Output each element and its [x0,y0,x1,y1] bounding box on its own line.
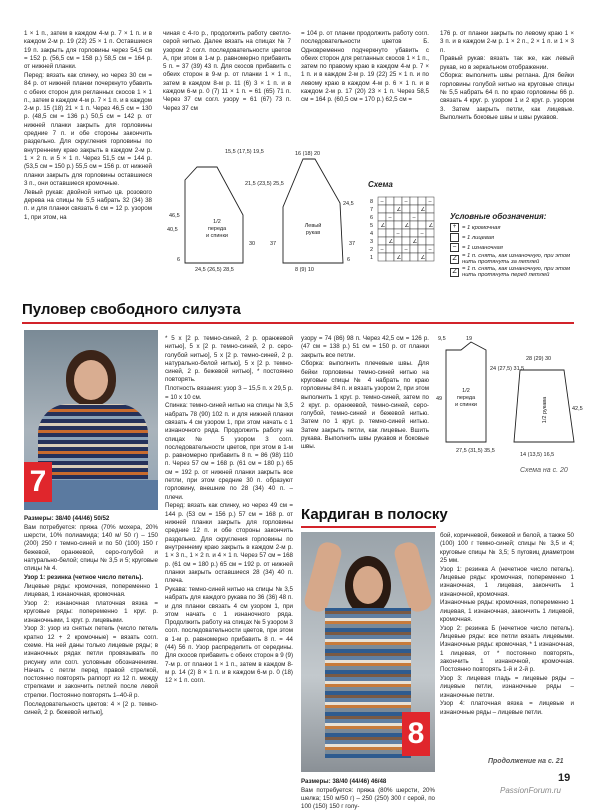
schema-cell [426,205,434,213]
text-paragraph: Узор 4: платочная вязка = лицевые и изнаночные ряды – лицевые петли. [440,700,574,716]
text-paragraph: Левый рукав: двойной нитью цв. розового дерева на спицы № 5,5 набрать 32 (34) 38 п. и для планки связать 6 см = 12 р. узором 1, при этом, на [24,188,152,221]
schema-row-number: 4 [370,231,374,237]
pullover-number-badge: 7 [24,462,52,502]
schema-symbol: ∠ [428,223,434,229]
text-paragraph: бой, коричневой, бежевой и белой, а также 50 (100) 100 г темно-синей; спицы № 3,5 и 4; круговые спицы № 3,5; 5 пуговиц диаметром 25 мм. [440,532,574,564]
schema-grid [368,189,443,269]
schema-cell [394,221,402,229]
text-paragraph: узору = 74 (86) 98 п. Через 42,5 см = 126 р. (47 см = 138 р.) 51 см = 150 р. от планки закрыть все петли. [301,335,429,359]
schema-cell [378,237,386,245]
legend-item [450,266,580,278]
schema-cell [410,197,418,205]
schema-symbol: – [428,199,432,205]
text-paragraph: Узор 2: резинка Б (нечетное число петель). Лицевые ряды: все петли вязать лицевыми. Изнаночные ряды: кромочная, * 1 изнаночная, 1 лицевая, от * постоянно повторять, закончить 1 изнаночной, кромочная. Постоянно повторять 1-й и 2-й р. [440,624,574,674]
schema-symbol: ∠ [396,255,402,261]
text-paragraph: Спинка: темно-синей нитью на спицы № 3,5 набрать 78 (90) 102 п. и для нижней планки связать 4 см узором 1, при этом начать с 1 изнаночного ряда. Продолжить работу на спицах № 5 узором 3 согл. последовательности цветов, при этом в 1-м р. равномерно прибавить 8 п. = 86 (98) 110 п. Через 57 см = 168 р. (61 см = 180 р.) 65 см = 192 р. от нижней планки закрыть все петли, при этом средние 30 п. образуют горловину, внешние по 28 (34) 40 п. – плечи. [165,402,293,501]
continue-note: Продолжение на с. 21 [488,758,564,765]
schema-symbol: – [412,215,416,221]
svg-text:27,5 (31,5) 35,5: 27,5 (31,5) 35,5 [456,448,495,454]
schema-symbol: ∠ [420,255,426,261]
text-paragraph: чиная с 4-го р., продолжить работу светло-серой нитью. Далее вязать на спицах № 7 узором 2 согл. последовательности цветов А, при этом в 1-м р. равномерно прибавить 5 п. = 37 (39) 43 п. Для скосов прибавить с обеих сторон в 9-м р. от планки 1 × 1 п., затем в каждом 8-м р. 11 (6) 3 × 1 п. и в каждом 6-м р. 0 (7) 11 × 1 п. = 61 (65) 71 п. Через 37 см согл. узору = 61 (67) 73 п. Через 37 см [163,30,291,112]
schema-cell [426,229,434,237]
schema-symbol: ∠ [420,207,426,213]
svg-text:переда: переда [456,395,476,401]
legend-text: = 1 лицевая [462,234,495,241]
schema-row-number: 2 [370,247,374,253]
svg-text:8 (9) 10: 8 (9) 10 [295,267,314,273]
svg-text:46,5: 46,5 [169,213,180,219]
schema-symbol: – [396,231,400,237]
text-paragraph: Изнаночные ряды: кромочная, попеременно 1 лицевая, 1 изнаночная, закончить 1 лицевой, кромочная. [440,599,574,623]
cardigan-col-1 [301,778,435,812]
schema-cell [402,237,410,245]
svg-text:37: 37 [270,241,277,247]
schema-cell [394,237,402,245]
schema-note: Схема на с. 20 [520,467,568,474]
text-paragraph: Перед: вязать как спинку, но через 30 см = 84 р. от нижней планки почеркнуто убавить с обеих сторон для регланных скосов 1 × 1 п., затем в каждом 4-м р. 7 × 1 п. и в каждом 2-м р. 15 (18) 21 × 1 п. Через 46,5 см = 130 р. (48,5 см = 136 р.) 50,5 см = 142 р. от нижней планки закрыть для горловины средние 7 п. и обе стороны закончить раздельно. Для скругления горловины по внутреннему краю закрыть в каждом 2-м р. 1 × 2 п. и 5 × 1 п. Через 51,5 см = 144 р. (53,5 см = 150 р.) 55,5 см = 156 р. от нижней планки закрыть для горловины оставшиеся 3 п., они оставшиеся кромочные. [24,71,152,187]
svg-text:37: 37 [349,241,356,247]
text-paragraph: Перед: вязать как спинку, но через 49 см = 144 р. (53 см = 156 р.) 57 см = 168 р. от нижней планки закрыть для горловины средние 12 п. и обе стороны закончить раздельно. Для скругления горловины по внутреннему краю закрыть в каждом 2-м р. 1 × 3 п., 1 × 2 п. и 4 × 1 п. Через 57 см = 168 р. (61 см = 180 р.) 65 см = 192 р. от нижней планки закрыть оставшиеся 28 (34) 40 п. плеча. [165,502,293,585]
schema-cell [386,205,394,213]
top-col-1 [24,30,152,222]
pullover-pattern-diagram [436,330,581,470]
schema-cell [402,253,410,261]
svg-text:42,5: 42,5 [572,406,583,412]
top-col-2 [163,30,291,113]
schema-cell [418,197,426,205]
schema-cell [394,213,402,221]
svg-text:9,5: 9,5 [438,336,446,342]
schema-cell [402,229,410,237]
schema-cell [386,197,394,205]
schema-symbol: – [428,247,432,253]
top-col-3 [301,30,429,105]
svg-text:6: 6 [347,257,351,263]
text-paragraph: Узор 1: резинка А (нечетное число петель). Лицевые ряды: кромочная, попеременно 1 изнаночная, 1 лицевая, закончить 1 изнаночной, кромочная. [440,565,574,598]
text-paragraph: Вам потребуется: пряжа (80% шерсти, 20% шелка; 150 м/50 г) – 250 (250) 300 г серой, по 100 (150) 150 г голу- [301,786,435,811]
schema-row-number: 1 [370,255,374,261]
schema-symbol: ∠ [404,223,410,229]
schema-title: Схема [368,180,393,189]
cardigan-number-badge: 8 [402,712,430,756]
svg-text:24 (27,5) 31,5: 24 (27,5) 31,5 [490,366,525,372]
schema-symbol: – [388,215,392,221]
svg-text:и спинки: и спинки [455,402,477,408]
schema-cell [418,245,426,253]
pullover-col-3 [301,335,429,452]
schema-cell [410,221,418,229]
svg-text:6: 6 [177,257,181,263]
schema-symbol: – [380,247,384,253]
schema-cell [394,245,402,253]
schema-cell [402,213,410,221]
legend [450,212,580,279]
legend-text: = 1 кромочная [462,224,501,231]
stitch-schema [368,180,443,270]
svg-text:21,5 (23,5) 25,5: 21,5 (23,5) 25,5 [245,181,284,187]
svg-text:49: 49 [436,396,443,402]
text-paragraph: Сборка: выполнить плечевые швы. Для бейки горловины темно-синей нитью на круговые спицы № 4 набрать по краю горловины 84 п. и вязать узором 2, при этом выполнить 1 круг. р. темно-синей, затем по 2 круг. р. оранжевой, темно-синей, серо-голубой, темно-синей и бежевой нитью. Затем по 1 круг. р. темно-синей нитью. Затем закрыть петли, как лицевые. Вшить рукава. Выполнить швы рукавов и боковые швы. [301,360,429,451]
schema-row-number: 7 [370,207,374,213]
legend-text: = 1 п. снять, как изнаночную, при этом нить протянуть за петлей [462,253,571,265]
text-paragraph: Рукава: темно-синей нитью на спицы № 3,5 набрать для каждого рукава по 36 (36) 48 п. и для планки связать 4 см узором 1, при этом начать с 1 изнаночного ряда. Продолжить работу на спицах № 5 узором 3 согл. последовательности цветов, при этом в 1-м р. равномерно прибавить 8 п. = 44 (44) 56 п. Узор распределить от середины. Для скосов прибавить с обеих сторон в 9 (9) 7-м р. от планки 1 × 1 п., затем в каждом 8-м р. 14 (2) 8 × 1 п. и в каждом 6-м р. 0 (18) 12 × 1 п. согл. [165,585,293,685]
svg-text:24,5: 24,5 [343,201,354,207]
svg-text:рукав: рукав [305,230,321,236]
svg-text:15,5 (17,5) 19,5: 15,5 (17,5) 19,5 [225,149,264,155]
legend-text: = 1 изнаночная [462,244,503,251]
schema-cell [378,229,386,237]
cardigan-title: Кардиган в полоску [301,506,448,523]
text-paragraph: Правый рукав: вязать так же, как левый рукав, но в зеркальном отображении. [440,55,574,71]
schema-cell [418,237,426,245]
legend-item [450,233,580,242]
top-col-4 [440,30,574,123]
text-paragraph: Узор 1: резинка (четное число петель). [24,574,144,582]
sleeve-label: Левый [304,223,322,229]
text-paragraph: 176 р. от планки закрыть по левому краю 1 × 3 п. и в каждом 2-м р. 1 × 2 п., 2 × 1 п. и 1 × 3 п. [440,30,574,54]
svg-text:переда: переда [207,226,227,232]
schema-symbol: ∠ [396,207,402,213]
svg-text:40,5: 40,5 [167,227,178,233]
svg-text:14 (13,5) 16,5: 14 (13,5) 16,5 [520,452,555,458]
schema-cell [418,213,426,221]
svg-text:и спинки: и спинки [206,233,228,239]
text-paragraph: Лицевые ряды: кромочная, попеременно 1 лицевая, 1 изнаночная, кромочная. [24,582,158,599]
schema-cell [402,205,410,213]
schema-cell [410,229,418,237]
schema-cell [386,229,394,237]
svg-text:28 (29) 30: 28 (29) 30 [526,356,552,362]
schema-cell [386,253,394,261]
sizes-line: Размеры: 38/40 (44/46) 50/52 [24,515,110,522]
text-paragraph: Вам потребуется: пряжа (70% мохера, 20% шерсти, 10% полиамида; 140 м/ 50 г) – 150 (200) 250 г темно-синей и по 50 (100) 150 г бежевой, оранжевой, серо-голубой и натурально-белой; спицы № 3,5 и 5; круговые спицы № 4. [24,523,158,573]
sizes-line: Размеры: 38/40 (44/46) 46/48 [301,778,387,785]
legend-symbol: + [450,223,459,232]
schema-symbol: – [404,199,408,205]
svg-text:1/2: 1/2 [462,388,470,394]
text-paragraph: 1 × 1 п., затем в каждом 4-м р. 7 × 1 п. и в каждом 2-м р. 19 (22) 25 × 1 п. Оставшиеся 19 п. закрыть для горловины через 54,5 см = 152 р. (56,5 см = 158 р.) 58,5 см = 164 р. от нижней планки. [24,30,152,71]
legend-symbol: ∠ [451,255,458,262]
legend-symbol: ∠ [451,268,458,275]
schema-cell [394,197,402,205]
schema-cell [410,253,418,261]
schema-symbol: ∠ [388,239,394,245]
svg-text:24,5 (26,5) 28,5: 24,5 (26,5) 28,5 [195,267,234,273]
legend-item [450,253,580,265]
schema-symbol: ∠ [380,223,386,229]
text-paragraph: Узор 3: лицевая гладь = лицевые ряды – лицевые петли, изнаночные ряды – изнаночные петли. [440,675,574,699]
legend-item [450,223,580,232]
schema-cell [378,205,386,213]
schema-cell [410,205,418,213]
pullover-title-rule [22,322,574,324]
text-paragraph: Последовательность цветов: 4 × [2 р. темно-синей, 2 р. бежевой нитью], [24,700,158,716]
schema-row-number: 5 [370,223,374,229]
text-paragraph: Узор 3: узор из снятых петель (число петель кратно 12 + 2 кромочные) = вязать согл. схеме. На ней даны только лицевые ряды; в изнаночных рядах петли провязывать по рисунку или согл. условным обозначениям. Начать с петли перед правой стрелкой, постоянно повторять раппорт из 12 п. между стрелками и закончить петлей после левой стрелки. Постоянно повторять 1–40-й р. [24,625,158,699]
schema-cell [426,253,434,261]
schema-cell [410,245,418,253]
raglan-pattern-diagram [165,145,365,280]
svg-text:1/2 рукава: 1/2 рукава [542,396,548,424]
site-watermark: PassionForum.ru [500,786,561,795]
schema-symbol: – [420,231,424,237]
legend-symbol: – [450,243,459,252]
text-paragraph: * 5 х [2 р. темно-синей, 2 р. оранжевой нитью], 5 х [2 р. темно-синей, 2 р. серо-голубой нитью], 5 х [2 р. темно-синей, 2 р. натурально-белой нитью], 5 х [2 р. темно-синей, 2 р. бежевой нитью], * постоянно повторять. [165,335,293,384]
schema-cell [386,221,394,229]
pullover-title: Пуловер свободного силуэта [22,301,241,318]
text-paragraph: Плотность вязания: узор 3 – 15,5 п. х 29,5 р. = 10 х 10 см. [165,385,293,401]
svg-text:19: 19 [466,336,473,342]
cardigan-title-rule [301,526,436,528]
schema-cell [426,213,434,221]
schema-symbol: – [380,199,384,205]
text-paragraph: Сборка: выполнить швы реглана. Для бейки горловины голубой нитью на круговые спицы № 5,5 набрать 64 п. по краю горловины 66 р. связать 4 круг. р. узором 1 и 2 круг. р. узором 3. Затем закрыть петли, как лицевые. Выполнить боковые швы и швы рукавов. [440,72,574,121]
pullover-col-1 [24,515,158,718]
text-paragraph: Узор 2: изнаночная платочная вязка = круговые ряды: попеременно 1 круг. р. изнаночными, 1 круг. р. лицевыми. [24,599,158,624]
svg-text:30: 30 [249,241,256,247]
legend-title: Условные обозначения: [450,212,547,221]
front-label: 1/2 [213,219,221,225]
svg-text:16 (18) 20: 16 (18) 20 [295,151,321,157]
schema-cell [426,237,434,245]
legend-text: = 1 п. снять, как изнаночную, при этом нить протянуть перед петлей [462,266,571,278]
schema-row-number: 8 [370,199,374,205]
schema-cell [378,253,386,261]
schema-cell [418,221,426,229]
schema-symbol: ∠ [412,239,418,245]
schema-cell [386,245,394,253]
pullover-col-2 [165,335,293,686]
page-number: 19 [558,772,571,784]
schema-cell [378,213,386,221]
schema-row-number: 6 [370,215,374,221]
cardigan-col-2 [440,532,574,718]
text-paragraph: = 104 р. от планки продолжить работу согл. последовательности цветов Б. Одновременно подчеркнуто убавить с обеих сторон для регланных скосов 1 × 1 п., затем по правому краю в каждом 4-м р. 7 × 1 п. и в каждом 2-м р. 19 (22) 25 × 1 п. и по левому краю в каждом 4-м р. 6 × 1 п. и в каждом 2-м р. 17 (20) 23 × 1 п. Через 58,5 см = 164 р. (60,5 см = 170 р.) 62,5 см = [301,30,429,104]
schema-row-number: 3 [370,239,374,245]
legend-item [450,243,580,252]
schema-symbol: – [404,247,408,253]
legend-symbol [450,233,459,242]
